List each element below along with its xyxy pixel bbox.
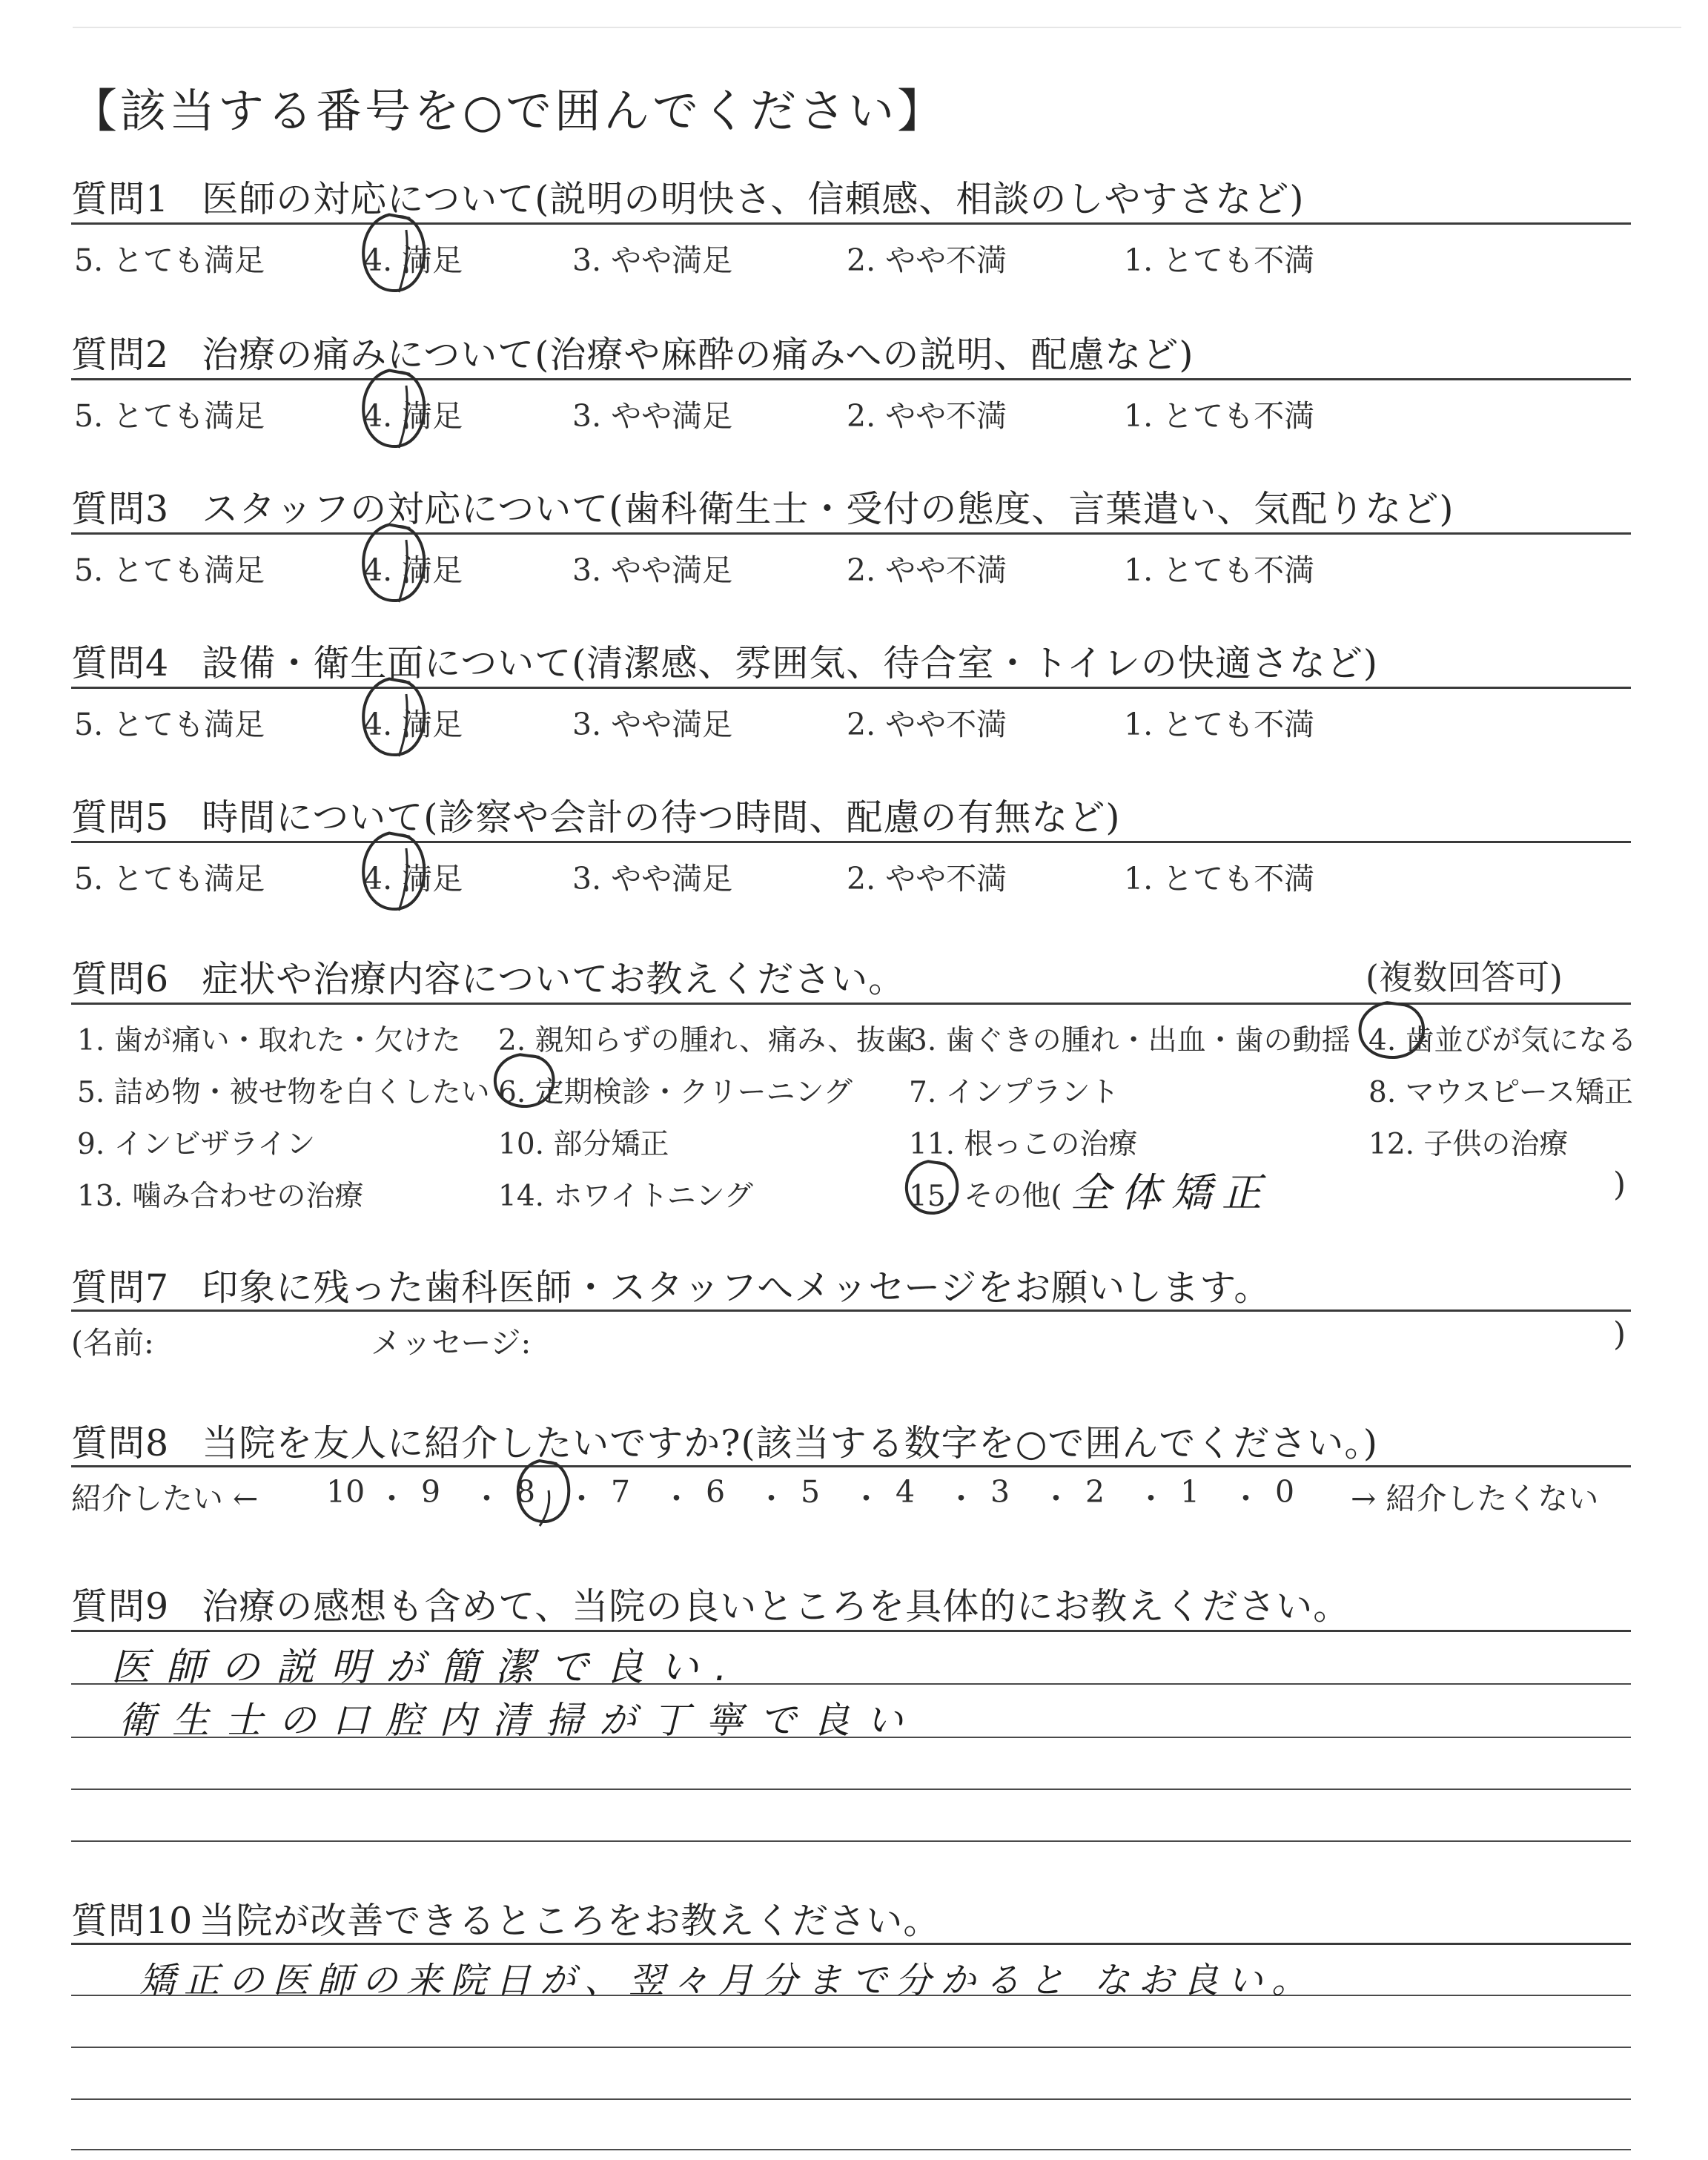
q4-option[interactable]: 5. とても満足 <box>74 707 265 742</box>
q7-rule <box>71 1309 1631 1312</box>
q2-text: 治療の痛みについて(治療や麻酔の痛みへの説明、配慮など) <box>202 334 1194 376</box>
q4-rule <box>71 687 1631 689</box>
q4-option[interactable]: 4. 満足 <box>363 707 463 742</box>
q3-heading <box>71 480 1454 532</box>
q6-item[interactable]: 3. 歯ぐきの腫れ・出血・歯の動揺 <box>909 1024 1351 1057</box>
q6-item[interactable]: 6. 定期検診・クリーニング <box>498 1076 853 1109</box>
q8-scale-separator: ・ <box>1231 1481 1261 1516</box>
q8-scale-separator: ・ <box>756 1481 787 1516</box>
q2-rule <box>71 378 1631 380</box>
q5-rule <box>71 841 1631 843</box>
q5-option[interactable]: 2. やや不満 <box>847 861 1007 896</box>
q4-option[interactable]: 1. とても不満 <box>1124 707 1315 742</box>
q3-option[interactable]: 1. とても不満 <box>1124 552 1315 588</box>
q8-scale-value[interactable]: 4 <box>896 1474 916 1510</box>
top-divider <box>73 27 1681 28</box>
q5-text: 時間について(診察や会計の待つ時間、配慮の有無など) <box>202 796 1121 839</box>
q8-scale-value[interactable]: 1 <box>1180 1474 1200 1510</box>
q6-item[interactable]: 9. インビザライン <box>77 1128 316 1161</box>
q8-scale-separator: ・ <box>377 1481 407 1516</box>
q8-scale-value[interactable]: 5 <box>801 1474 821 1510</box>
q6-item[interactable]: 1. 歯が痛い・取れた・欠けた <box>77 1024 461 1057</box>
q8-scale-separator: ・ <box>566 1481 597 1516</box>
q9-answer-line <box>71 1840 1631 1842</box>
q8-scale-separator: ・ <box>946 1481 976 1516</box>
q6-heading <box>71 951 905 1003</box>
q9-text: 治療の感想も含めて、当院の良いところを具体的にお教えください。 <box>202 1585 1351 1628</box>
q1-number: 質問1 <box>71 178 170 220</box>
q5-number: 質問5 <box>71 796 170 839</box>
q8-scale-value[interactable]: 9 <box>421 1474 441 1510</box>
q8-scale-separator: ・ <box>471 1481 502 1516</box>
q6-other-answer: 全体矯正 <box>1070 1169 1272 1216</box>
page-instruction: 【該当する番号を○で囲んでください】 <box>71 84 947 138</box>
q6-item[interactable]: 5. 詰め物・被せ物を白くしたい <box>77 1076 490 1109</box>
q9-rule <box>71 1630 1631 1632</box>
q8-scale-separator: ・ <box>661 1481 692 1516</box>
q2-option[interactable]: 3. やや満足 <box>572 398 733 434</box>
q1-option[interactable]: 3. やや満足 <box>572 242 733 278</box>
q1-option[interactable]: 1. とても不満 <box>1124 242 1315 278</box>
q8-number: 質問8 <box>71 1422 170 1464</box>
q8-scale-value[interactable]: 3 <box>990 1474 1010 1510</box>
q10-number: 質問10 <box>71 1900 193 1942</box>
q3-rule <box>71 532 1631 535</box>
q6-item[interactable]: 8. マウスピース矯正 <box>1368 1076 1633 1109</box>
q5-option[interactable]: 5. とても満足 <box>74 861 265 896</box>
q10-answer-line <box>71 2098 1631 2100</box>
q6-other-close: ) <box>1613 1166 1626 1203</box>
q3-text: スタッフの対応について(歯科衛生士・受付の態度、言葉遣い、気配りなど) <box>202 488 1454 530</box>
q6-item[interactable]: 14. ホワイトニング <box>498 1180 753 1213</box>
q5-option[interactable]: 1. とても不満 <box>1124 861 1315 896</box>
q7-number: 質問7 <box>71 1266 170 1309</box>
q8-text: 当院を友人に紹介したいですか?(該当する数字を○で囲んでください。) <box>202 1422 1378 1464</box>
q8-rule <box>71 1465 1631 1467</box>
q6-item[interactable]: 7. インプラント <box>909 1076 1119 1109</box>
q4-heading <box>71 635 1378 687</box>
q10-answer-line <box>71 2149 1631 2150</box>
q10-text: 当院が改善できるところをお教えください。 <box>199 1900 941 1942</box>
q9-answer-line <box>71 1789 1631 1790</box>
q2-option[interactable]: 2. やや不満 <box>847 398 1007 434</box>
q8-scale-value[interactable]: 8 <box>516 1474 536 1510</box>
q1-text: 医師の対応について(説明の明快さ、信頼感、相談のしやすさなど) <box>202 178 1305 220</box>
q3-option[interactable]: 3. やや満足 <box>572 552 733 588</box>
q3-option[interactable]: 5. とても満足 <box>74 552 265 588</box>
q1-rule <box>71 222 1631 225</box>
q8-scale-separator: ・ <box>1136 1481 1166 1516</box>
q4-option[interactable]: 3. やや満足 <box>572 707 733 742</box>
q8-scale-value[interactable]: 10 <box>326 1474 365 1510</box>
q9-answer-text: 衛生士の口腔内清掃が丁寧で良い <box>119 1699 919 1742</box>
q3-number: 質問3 <box>71 488 170 530</box>
q3-option[interactable]: 4. 満足 <box>363 552 463 588</box>
q7-close: ) <box>1613 1315 1626 1353</box>
q2-number: 質問2 <box>71 334 170 376</box>
q1-option[interactable]: 2. やや不満 <box>847 242 1007 278</box>
q8-right-label: → 紹介したくない <box>1351 1481 1599 1516</box>
q9-answer-text: 医師の説明が簡潔で良い. <box>111 1645 744 1690</box>
q8-left-label: 紹介したい ← <box>71 1481 259 1516</box>
q9-number: 質問9 <box>71 1585 170 1628</box>
q2-option[interactable]: 5. とても満足 <box>74 398 265 434</box>
q2-heading <box>71 326 1194 378</box>
q6-item[interactable]: 11. 根っこの治療 <box>909 1128 1138 1161</box>
q1-heading <box>71 171 1304 222</box>
q4-text: 設備・衛生面について(清潔感、雰囲気、待合室・トイレの快適さなど) <box>202 642 1378 684</box>
q6-item[interactable]: 2. 親知らずの腫れ、痛み、抜歯 <box>498 1024 915 1057</box>
q6-item[interactable]: 4. 歯並びが気になる <box>1368 1024 1637 1057</box>
q6-item[interactable]: 12. 子供の治療 <box>1368 1128 1569 1161</box>
q7-text: 印象に残った歯科医師・スタッフへメッセージをお願いします。 <box>202 1266 1271 1309</box>
q6-number: 質問6 <box>71 958 170 1000</box>
q7-name-label: (名前: <box>71 1325 154 1361</box>
q5-heading <box>71 789 1120 841</box>
q10-heading <box>71 1892 940 1944</box>
q10-answer-line <box>71 2047 1631 2048</box>
q5-option[interactable]: 4. 満足 <box>363 861 463 896</box>
q1-option[interactable]: 5. とても満足 <box>74 242 265 278</box>
q1-option[interactable]: 4. 満足 <box>363 242 463 278</box>
q8-scale-value[interactable]: 7 <box>611 1474 631 1510</box>
q8-scale-value[interactable]: 2 <box>1085 1474 1105 1510</box>
q2-option[interactable]: 1. とても不満 <box>1124 398 1315 434</box>
q8-scale-value[interactable]: 6 <box>706 1474 726 1510</box>
q5-option[interactable]: 3. やや満足 <box>572 861 733 896</box>
q7-heading <box>71 1259 1271 1311</box>
q6-item[interactable]: 13. 噛み合わせの治療 <box>77 1180 364 1213</box>
q8-scale-value[interactable]: 0 <box>1275 1474 1295 1510</box>
q10-rule <box>71 1943 1631 1945</box>
q6-rule <box>71 1003 1631 1005</box>
q8-heading <box>71 1415 1378 1467</box>
pen-stroke <box>540 1490 549 1526</box>
q9-heading <box>71 1578 1350 1630</box>
q6-item[interactable]: 15. その他( <box>909 1180 1062 1213</box>
q6-text: 症状や治療内容についてお教えください。 <box>202 958 906 1000</box>
q6-item[interactable]: 10. 部分矯正 <box>498 1128 669 1161</box>
q8-scale-separator: ・ <box>1041 1481 1071 1516</box>
q4-option[interactable]: 2. やや不満 <box>847 707 1007 742</box>
q10-answer-text: 矯正の医師の来院日が、翌々月分まで分かると なお良い。 <box>139 1960 1317 2001</box>
q4-number: 質問4 <box>71 642 170 684</box>
q7-message-label: メッセージ: <box>371 1325 532 1361</box>
q6-multiple-note: (複数回答可) <box>1366 957 1563 997</box>
q3-option[interactable]: 2. やや不満 <box>847 552 1007 588</box>
q8-scale-separator: ・ <box>851 1481 881 1516</box>
q2-option[interactable]: 4. 満足 <box>363 398 463 434</box>
